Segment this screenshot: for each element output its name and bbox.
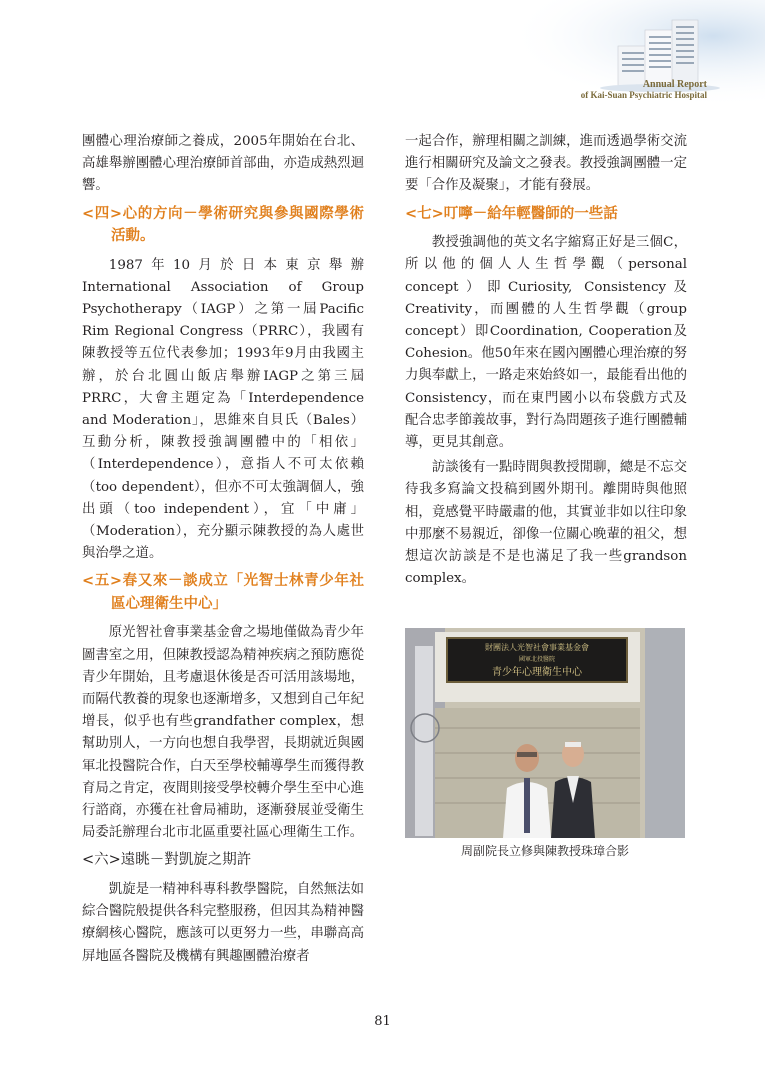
sign-line3: 青少年心理衛生中心	[492, 667, 582, 678]
photo-caption: 周副院長立修與陳教授珠璋合影	[460, 844, 629, 858]
section-heading-5: <五>春又來－談成立「光智士林青少年社區心理衛生中心」	[82, 573, 364, 612]
paragraph: 團體心理治療師之養成，2005年開始在台北、高雄舉辦團體心理治療師首部曲，亦造成熱烈迴響。	[82, 134, 364, 194]
paragraph: 一起合作，辦理相關之訓練，進而透過學術交流進行相關研究及論文之發表。教授強調團體一定要「合作及凝聚」，才能有發展。	[405, 134, 687, 194]
report-title-line1: Annual Report	[642, 79, 707, 90]
report-title	[581, 79, 707, 101]
report-title-line2: of Kai-Suan Psychiatric Hospital	[580, 90, 707, 100]
left-column	[82, 131, 364, 968]
photo-illustration	[405, 628, 685, 838]
sign-line2: 國軍北投醫院	[518, 656, 556, 663]
section-heading-6: <六>遠眺－對凱旋之期許	[82, 852, 252, 869]
paragraph: 凱旋是一精神科專科教學醫院，自然無法如綜合醫院般提供各科完整服務，但因其為精神醫療網核心醫院，應該可以更努力一些，串聯高高屏地區各醫院及機構有興趣團體治療者	[82, 881, 364, 964]
paragraph: 1987年10月於日本東京舉辦International Association of Group Psychotherapy（IAGP）之第一屆Pacific Rim Regional Congress（PRRC），我國有陳教授等五位代表參加；1993年9月由我國主辦，於台北圓山飯店舉辦IAGP之第三屆PRRC，大會主題定為「Interdependence and Moderation」，思維來自貝氏（Bales）互動分析，陳教授強調團體中的「相依」（Interdependence），意指人不可太依賴（too dependent），但亦不可太強調個人，強出頭（too independent），宜「中庸」（Moderation），充分顯示陳教授的為人處世與治學之道。	[82, 257, 364, 562]
paragraph: 訪談後有一點時間與教授閒聊，總是不忘交待我多寫論文投稿到國外期刊。離開時與他照相，竟感覺平時嚴肅的他，其實並非如以往印象中那麼不易親近，卻像一位關心晚輩的祖父，想想這次訪談是不是也滿足了我一些grandson complex。	[405, 460, 687, 587]
sign-line1: 財團法人光智社會事業基金會	[485, 643, 589, 652]
paragraph: 原光智社會事業基金會之場地僅做為青少年圖書室之用，但陳教授認為精神疾病之預防應從青少年開始，且考慮退休後是否可活用該場地，而隔代教養的現象也逐漸增多，又想到自己年紀增長，似乎也有些grandfather complex，想幫助別人，一方向也想自我學習，長期就近與國軍北投醫院合作，白天至學校輔導學生而獲得教育局之肯定，夜間則接受學校轉介學生至中心進行諮商，亦獲在社會局補助，逐漸發展並受衛生局委託辦理台北市北區重要社區心理衛生工作。	[82, 625, 364, 841]
section-heading-7: <七>叮嚀－給年輕醫師的一些話	[405, 205, 618, 222]
photo	[405, 628, 685, 838]
right-column	[405, 131, 687, 590]
header-hospital-illustration	[0, 0, 765, 120]
section-heading-4: <四>心的方向－學術研究與參與國際學術活動。	[82, 205, 364, 245]
paragraph: 教授強調他的英文名字縮寫正好是三個C，所以他的個人人生哲學觀（personal concept）即Curiosity, Consistency及Creativity，而團體的人生哲學觀（group concept）即Coordination, Cooperation及Cohesion。他50年來在國內團體心理治療的努力與奉獻上，一路走來始終如一，最能看出他的Consistency，而在東門國小以布袋戲方式及配合忠孝節義故事，對行為問題孩子進行團體輔導，更見其創意。	[405, 235, 687, 450]
page-number: 81	[374, 1014, 391, 1029]
